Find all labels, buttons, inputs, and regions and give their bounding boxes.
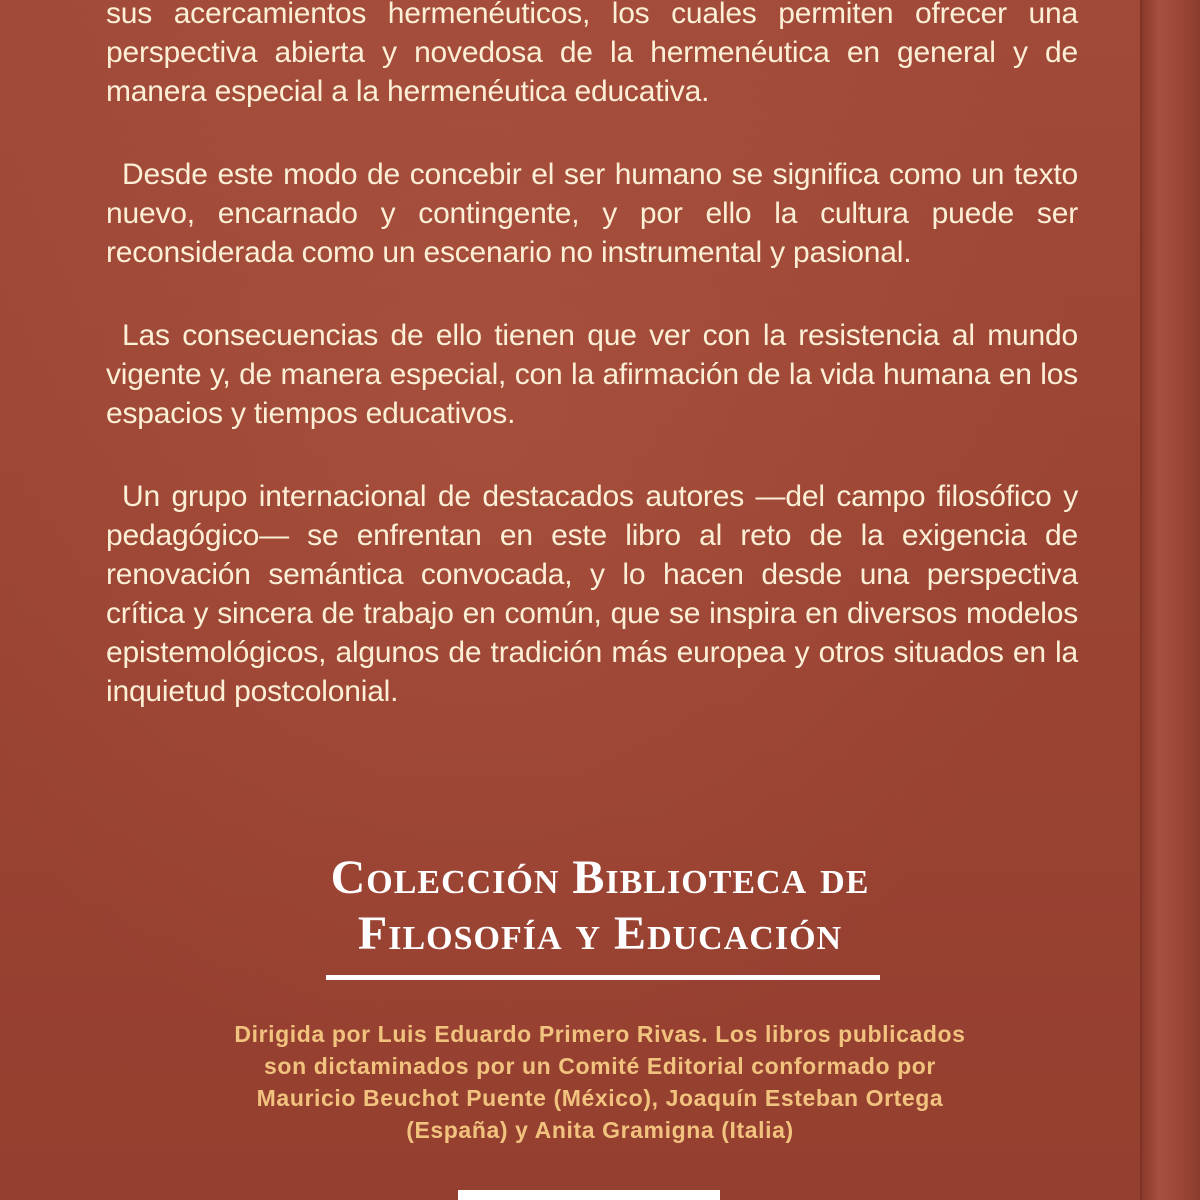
editorial-line-2: son dictaminados por un Comité Editorial conformado por (264, 1053, 936, 1079)
barcode-label (458, 1190, 720, 1200)
blurb-paragraph-1: sus acercamientos hermenéuticos, los cuales permiten ofrecer una perspectiva abierta y novedosa de la hermenéutica en general y de manera especial a la hermenéutica educativa. (106, 0, 1078, 108)
blurb-paragraph-4: Un grupo internacional de destacados autores —del campo filosófico y pedagógico— se enfrentan en este libro al reto de la exigencia de renovación semántica convocada, y lo hacen desde una perspectiva crítica y sincera de trabajo en común, que se inspira en diversos modelos epistemológicos, algunos de tradición más europea y otros situados en la inquietud postcolonial. (106, 480, 1078, 708)
collection-title-line-2: Filosofía y Educación (357, 907, 843, 960)
blurb-text (106, 0, 1078, 755)
editorial-line-3: Mauricio Beuchot Puente (México), Joaquín Esteban Ortega (256, 1085, 944, 1111)
editorial-line-1: Dirigida por Luis Eduardo Primero Rivas. Los libros publicados (234, 1021, 966, 1047)
blurb-paragraph-3: Las consecuencias de ello tienen que ver con la resistencia al mundo vigente y, de manera especial, con la afirmación de la vida humana en los espacios y tiempos educativos. (106, 319, 1078, 430)
collection-title-line-1: Colección Biblioteca de (330, 851, 870, 904)
cover-edge (1140, 0, 1200, 1200)
title-divider (326, 975, 880, 980)
blurb-paragraph-2: Desde este modo de concebir el ser humano se significa como un texto nuevo, encarnado y contingente, y por ello la cultura puede ser reconsiderada como un escenario no instrumental y pasional. (106, 158, 1078, 269)
editorial-note (160, 1018, 1040, 1146)
editorial-line-4: (España) y Anita Gramigna (Italia) (406, 1117, 794, 1143)
collection-title (240, 850, 960, 962)
